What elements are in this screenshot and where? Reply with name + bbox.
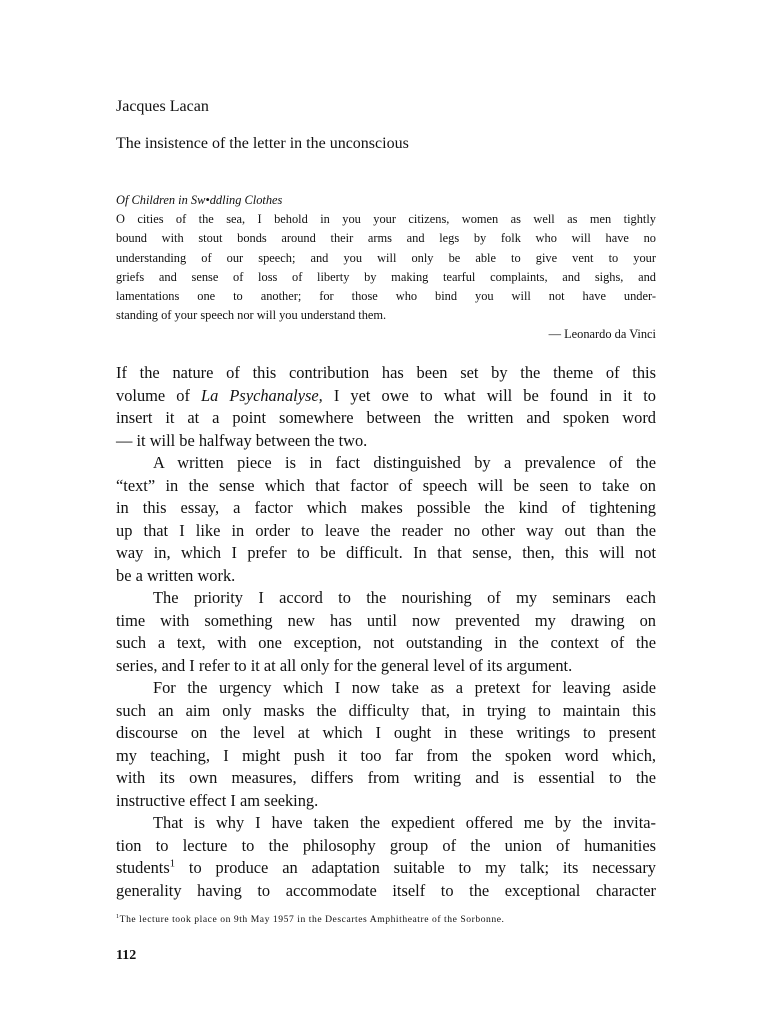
body-line: such an aim only masks the difficulty that, in trying to maintain this — [116, 700, 656, 720]
body-line: — it will be halfway between the two. — [116, 430, 368, 450]
body-line: “text” in the sense which that factor of speech will be seen to take on — [116, 475, 656, 495]
footnote-reference[interactable]: 1 — [169, 858, 176, 870]
author-name: Jacques Lacan — [116, 98, 209, 115]
body-line: For the urgency which I now take as a pretext for leaving aside — [153, 678, 656, 697]
body-line: such a text, with one exception, not outstanding in the context of the — [116, 633, 656, 652]
footnote-text: The lecture took place on 9th May 1957 in the Descartes Amphitheatre of the Sorbonne. — [119, 914, 505, 925]
page-number: 112 — [116, 948, 137, 963]
body-line: That is why I have taken the expedient offered me by the invita- — [153, 813, 656, 832]
epigraph-heading: Of Children in Sw•ddling Clothes — [116, 193, 283, 207]
body-line: students$^1$ to produce an adaptation suitable to my talk; its necessary — [116, 858, 656, 877]
epigraph-line: O cities of the sea, I behold in you your citizens, women as well as men tightly — [116, 212, 656, 227]
body-line: If the nature of this contribution has been set by the theme of this — [116, 363, 656, 382]
footnote — [116, 914, 656, 925]
body-line: A written piece is in fact distinguished by a prevalence of the — [153, 453, 656, 472]
body-line: tion to lecture to the philosophy group of the union of humanities — [116, 835, 656, 855]
epigraph-line: standing of your speech nor will you understand them. — [116, 308, 387, 323]
body-line: be a written work. — [116, 565, 236, 585]
body-line: series, and I refer to it at all only for the general level of its argument. — [116, 655, 573, 675]
body-text — [116, 362, 656, 902]
chapter-title: The insistence of the letter in the unconscious — [116, 135, 409, 152]
body-line: insert it at a point somewhere between the written and spoken word — [116, 408, 656, 427]
body-line: discourse on the level at which I ought in these writings to present — [116, 723, 656, 742]
footnote-marker: 1 — [116, 912, 120, 920]
body-line: my teaching, I might push it too far from the spoken word which, — [116, 745, 656, 765]
epigraph-line: lamentations one to another; for those who bind you will not have under- — [116, 289, 656, 304]
ink-blot-glyph: • — [205, 193, 210, 207]
epigraph-line: bound with stout bonds around their arms and legs by folk who will have no — [116, 231, 656, 246]
epigraph — [116, 191, 656, 345]
body-line: in this essay, a factor which makes possible the kind of tightening — [116, 498, 656, 517]
body-line: The priority I accord to the nourishing of my seminars each — [153, 588, 656, 607]
body-line: with its own measures, differs from writing and is essential to the — [116, 768, 656, 787]
epigraph-attribution: — Leonardo da Vinci — [548, 327, 656, 342]
body-line: up that I like in order to leave the reader no other way out than the — [116, 520, 656, 540]
journal-title: La Psychanalyse, — [201, 385, 323, 405]
epigraph-line: understanding of our speech; and you will only be able to give vent to your — [116, 250, 656, 265]
body-line: generality having to accommodate itself to the exceptional character — [116, 880, 656, 900]
epigraph-line: griefs and sense of loss of liberty by making tearful complaints, and sighs, and — [116, 269, 656, 284]
body-line: time with something new has until now prevented my drawing on — [116, 610, 656, 630]
body-line: instructive effect I am seeking. — [116, 790, 319, 810]
body-line: volume of La Psychanalyse, I yet owe to what will be found in it to — [116, 385, 656, 405]
body-line: way in, which I prefer to be difficult. In that sense, then, this will not — [116, 543, 656, 562]
